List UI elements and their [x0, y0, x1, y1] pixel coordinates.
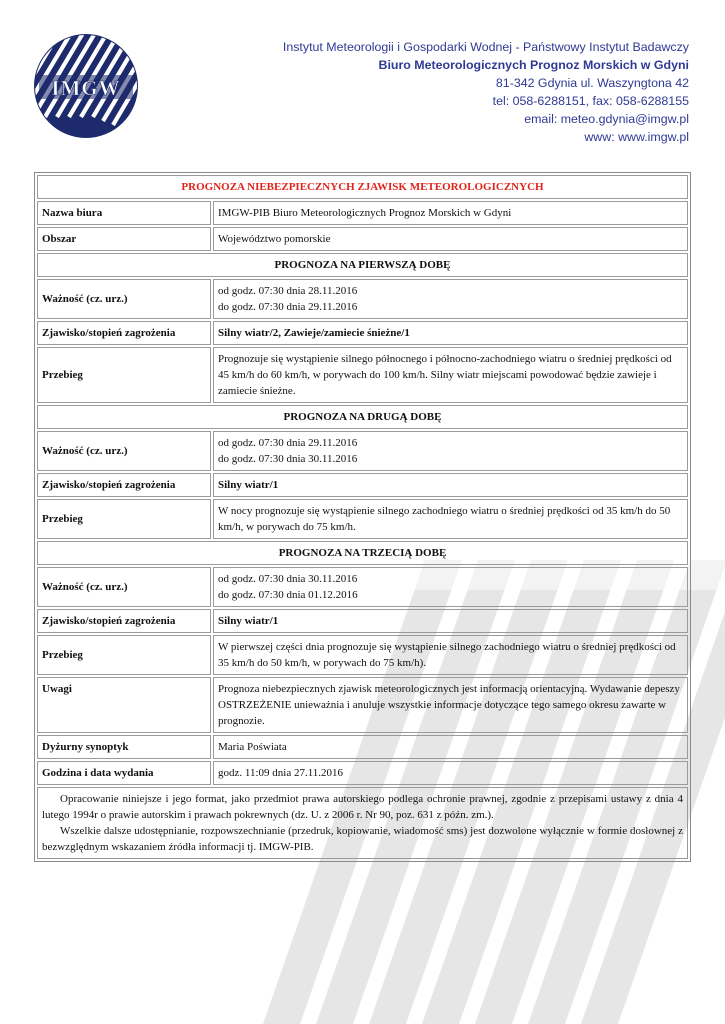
imgw-logo: [33, 33, 139, 139]
office-label: Nazwa biura: [37, 201, 211, 225]
day3-course-label: Przebieg: [37, 635, 211, 675]
office-name: Biuro Meteorologicznych Prognoz Morskich w Gdyni: [378, 58, 689, 72]
office-phone: tel: 058-6288151, fax: 058-6288155: [492, 94, 689, 108]
day3-course-value: W pierwszej części dnia prognozuje się wystąpienie silnego zachodniego wiatru o średniej prędkości od 35 km/h do 50 km/h, w porywach do 75 km/h).: [213, 635, 688, 675]
day1-heading: PROGNOZA NA PIERWSZĄ DOBĘ: [37, 253, 688, 277]
area-label: Obszar: [37, 227, 211, 251]
day2-validity-label: Ważność (cz. urz.): [37, 431, 211, 471]
day2-course-label: Przebieg: [37, 499, 211, 539]
day1-validity-to: do godz. 07:30 dnia 29.11.2016: [218, 301, 358, 313]
issued-label: Godzina i data wydania: [37, 761, 211, 785]
day2-phenomenon-value: Silny wiatr/1: [213, 473, 688, 497]
office-address: 81-342 Gdynia ul. Waszyngtona 42: [495, 76, 689, 90]
document-title: PROGNOZA NIEBEZPIECZNYCH ZJAWISK METEOROLOGICZNYCH: [37, 175, 688, 199]
day2-heading: PROGNOZA NA DRUGĄ DOBĘ: [37, 405, 688, 429]
day2-validity-value: [213, 431, 688, 471]
day1-course-label: Przebieg: [37, 347, 211, 403]
institution-header: [229, 38, 689, 146]
copyright-paragraph: Opracowanie niniejsze i jego format, jako przedmiot prawa autorskiego podlega ochronie prawnej, zgodnie z przepisami ustawy z dnia 4 lutego 1994r o prawie autorskim i prawach pokrewnych (dz. U. z 2006 r. Nr 90, poz. 631 z późn. zm.).: [42, 793, 683, 821]
day3-heading: PROGNOZA NA TRZECIĄ DOBĘ: [37, 541, 688, 565]
day2-validity-to: do godz. 07:30 dnia 30.11.2016: [218, 453, 358, 465]
day3-validity-label: Ważność (cz. urz.): [37, 567, 211, 607]
remarks-label: Uwagi: [37, 677, 211, 733]
day1-course-value: Prognozuje się wystąpienie silnego północnego i północno-zachodniego wiatru o średniej prędkości od 45 km/h do 60 km/h, w porywach do 100 km/h. Silny wiatr miejscami powodować będzie zawieje i zamiecie śnieżne.: [213, 347, 688, 403]
forecaster-label: Dyżurny synoptyk: [37, 735, 211, 759]
day3-validity-value: [213, 567, 688, 607]
remarks-value: Prognoza niebezpiecznych zjawisk meteorologicznych jest informacją orientacyjną. Wydawanie depeszy OSTRZEŻENIE unieważnia i anuluje wszystkie informacje dotyczące tego samego okresu zawarte w prognozie.: [213, 677, 688, 733]
forecast-table: [34, 172, 691, 862]
office-email[interactable]: email: meteo.gdynia@imgw.pl: [524, 112, 689, 126]
day3-phenomenon-value: Silny wiatr/1: [213, 609, 688, 633]
forecaster-value: Maria Poświata: [213, 735, 688, 759]
day2-course-value: W nocy prognozuje się wystąpienie silnego zachodniego wiatru o średniej prędkości od 35 km/h do 50 km/h, w porywach do 75 km/h.: [213, 499, 688, 539]
area-value: Województwo pomorskie: [213, 227, 688, 251]
day2-validity-from: od godz. 07:30 dnia 29.11.2016: [218, 437, 358, 449]
day1-phenomenon-value: Silny wiatr/2, Zawieje/zamiecie śnieżne/1: [213, 321, 688, 345]
office-value: IMGW-PIB Biuro Meteorologicznych Prognoz Morskich w Gdyni: [213, 201, 688, 225]
day1-validity-from: od godz. 07:30 dnia 28.11.2016: [218, 285, 358, 297]
copyright-footer: [37, 787, 688, 859]
issued-value: godz. 11:09 dnia 27.11.2016: [213, 761, 688, 785]
day1-validity-value: [213, 279, 688, 319]
institute-name: Instytut Meteorologii i Gospodarki Wodnej - Państwowy Instytut Badawczy: [282, 40, 689, 54]
logo-text: IMGW: [51, 76, 121, 100]
day2-phenomenon-label: Zjawisko/stopień zagrożenia: [37, 473, 211, 497]
office-www[interactable]: www: www.imgw.pl: [584, 130, 689, 144]
day3-phenomenon-label: Zjawisko/stopień zagrożenia: [37, 609, 211, 633]
day1-phenomenon-label: Zjawisko/stopień zagrożenia: [37, 321, 211, 345]
day3-validity-to: do godz. 07:30 dnia 01.12.2016: [218, 589, 358, 601]
day3-validity-from: od godz. 07:30 dnia 30.11.2016: [218, 573, 358, 585]
distribution-paragraph: Wszelkie dalsze udostępnianie, rozpowszechnianie (przedruk, kopiowanie, wiadomość sms) jest dozwolone wyłącznie w formie dosłownej z bezwzględnym wskazaniem źródła informacji tj. IMGW-PIB.: [42, 825, 683, 853]
day1-validity-label: Ważność (cz. urz.): [37, 279, 211, 319]
